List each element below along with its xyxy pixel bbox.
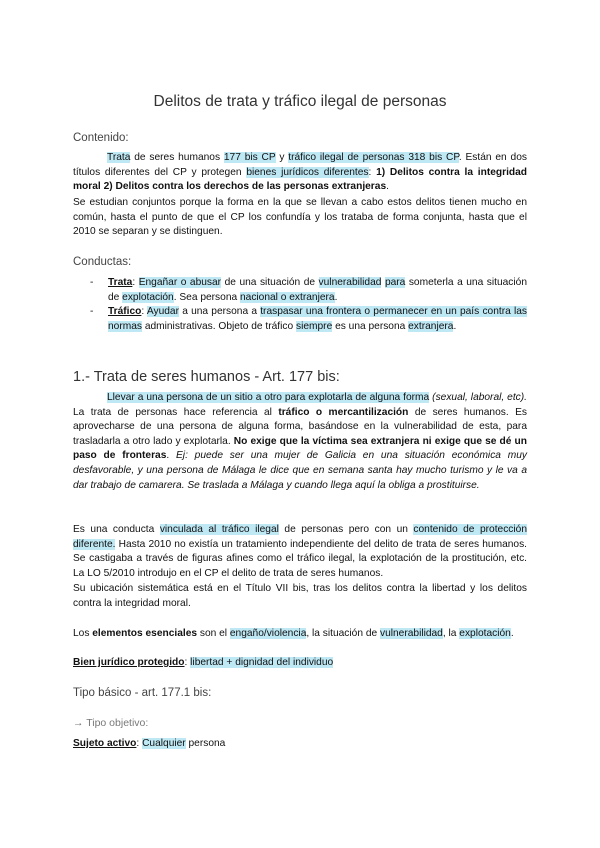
text: de una situación de bbox=[221, 277, 319, 288]
text: : bbox=[141, 306, 147, 318]
section-heading: 1.- Trata de seres humanos - Art. 177 bis: bbox=[73, 369, 340, 385]
highlight: libertad + dignidad del individuo bbox=[190, 657, 334, 668]
example-text: Ej: puede ser una mujer de Galicia en una situación económica muy desfavorable, y una persona de Málaga le dice que en semana santa hay mucho turismo y le va a dar trabajo de camarera. Se traslada a Málaga y cuando llega aquí la obliga a prostituirse. bbox=[73, 450, 527, 491]
text: . bbox=[334, 291, 338, 303]
highlight: vinculada al tráfico ilegal bbox=[159, 524, 279, 535]
text: . bbox=[386, 181, 389, 193]
text: de seres humanos. Es aprovecharse de una persona de alguna forma, basándose en la vulnerabilidad de esta, para trasladarla a otro lado y explotarla. bbox=[73, 406, 527, 447]
term-bien-juridico: Bien jurídico protegido bbox=[73, 657, 185, 668]
text: La trata de personas hace referencia al bbox=[73, 406, 279, 418]
highlight: bienes jurídicos diferentes bbox=[246, 166, 369, 178]
bold-text: tráfico o mercantilización bbox=[278, 406, 409, 418]
text: : bbox=[184, 657, 191, 668]
text: de seres humanos bbox=[130, 152, 224, 163]
highlight: Trata bbox=[107, 152, 131, 163]
term-sujeto-activo: Sujeto activo bbox=[73, 738, 137, 749]
text: , la situación de bbox=[306, 628, 380, 639]
text: Es una conducta bbox=[73, 524, 160, 535]
conductas-heading: Conductas: bbox=[73, 256, 132, 268]
highlight: Ayudar bbox=[146, 306, 179, 318]
highlight: nacional o extranjera bbox=[239, 291, 335, 303]
highlight: vulnerabilidad bbox=[318, 277, 382, 288]
contenido-paragraph-2: Se estudian conjuntos porque la forma en la que se llevan a cabo estos delitos tienen mucho en común, hasta el punto de que el CP los confundía y los trataba de forma conjunta, hasta que el 2010 se separan y se distinguen. bbox=[73, 197, 527, 238]
highlight: 177 bis CP bbox=[223, 152, 276, 163]
bullet-dash: - bbox=[90, 277, 94, 288]
text: . bbox=[453, 320, 457, 332]
highlight: contenido de protección diferente. bbox=[73, 524, 527, 550]
contenido-paragraph bbox=[73, 151, 527, 195]
highlight: extranjera bbox=[408, 320, 454, 332]
highlight: Cualquier bbox=[142, 738, 186, 749]
term-trafico: Tráfico bbox=[108, 306, 142, 318]
text: persona bbox=[185, 738, 226, 749]
highlight: Engañar o abusar bbox=[138, 277, 222, 288]
list-item-trata bbox=[73, 276, 527, 305]
highlight: Llevar a una persona de un sitio a otro para explotarla de alguna forma bbox=[107, 392, 430, 403]
text: Los bbox=[73, 628, 93, 639]
text: de personas pero con un bbox=[278, 524, 414, 535]
text: . bbox=[166, 450, 177, 462]
term-trata: Trata bbox=[108, 277, 133, 288]
section1-paragraph-3: Su ubicación sistemática está en el Título VII bis, tras los delitos contra la libertad y los delitos contra la integridad moral. bbox=[73, 583, 527, 609]
sujeto-activo-line bbox=[73, 737, 527, 752]
text: someterla a una situación de bbox=[108, 277, 527, 303]
highlight: explotación bbox=[122, 291, 174, 303]
bien-juridico-line bbox=[73, 656, 527, 671]
highlight: traspasar una frontera o permanecer en un país contra las normas bbox=[108, 306, 527, 332]
text: : bbox=[136, 738, 143, 749]
bold-text: 1) Delitos contra la integridad moral 2) Delitos contra los derechos de las personas extranjeras bbox=[73, 166, 528, 193]
text: administrativas. Objeto de tráfico bbox=[141, 320, 296, 332]
text: . bbox=[510, 628, 514, 639]
text: , la bbox=[442, 628, 460, 639]
text: : bbox=[368, 166, 377, 178]
text: son el bbox=[197, 628, 230, 639]
highlight: engaño/violencia bbox=[229, 628, 307, 639]
text: es una persona bbox=[332, 320, 409, 332]
text: : bbox=[132, 277, 139, 288]
highlight: tráfico ilegal de personas 318 bis CP bbox=[288, 152, 459, 163]
section1-paragraph bbox=[73, 391, 527, 493]
contenido-heading: Contenido: bbox=[73, 132, 129, 144]
elementos-paragraph bbox=[73, 627, 527, 642]
list-item-trafico bbox=[73, 305, 527, 334]
text: Hasta 2010 no existía un tratamiento independiente del delito de trata de seres humanos. Se castigaba a través de figuras afines como el tráfico ilegal, la explotación de la prostitución, etc. La LO 5/2010 introdujo en el CP el delito de trata de seres humanos. bbox=[73, 538, 527, 579]
text: . Están en dos títulos diferentes del CP y protegen bbox=[73, 152, 527, 178]
highlight: vulnerabilidad bbox=[379, 628, 443, 639]
tipo-basico-heading: Tipo básico - art. 177.1 bis: bbox=[73, 687, 212, 699]
bullet-dash: - bbox=[90, 306, 94, 318]
tipo-objetivo-heading: → Tipo objetivo: bbox=[73, 717, 149, 729]
highlight: para bbox=[384, 277, 406, 288]
text: . Sea persona bbox=[173, 291, 240, 303]
bold-text: elementos esenciales bbox=[92, 628, 198, 639]
text: a una persona a bbox=[179, 306, 261, 318]
conductas-list bbox=[73, 276, 527, 334]
highlight: siempre bbox=[296, 320, 333, 332]
section1-paragraph-2 bbox=[73, 523, 527, 581]
highlight: explotación bbox=[459, 628, 511, 639]
italic-text: (sexual, laboral, etc). bbox=[432, 392, 527, 403]
text: y bbox=[275, 152, 289, 163]
bold-text: No exige que la víctima sea extranjera ni exige que se dé un paso de fronteras bbox=[73, 435, 527, 462]
page-title: Delitos de trata y tráfico ilegal de personas bbox=[153, 93, 447, 110]
